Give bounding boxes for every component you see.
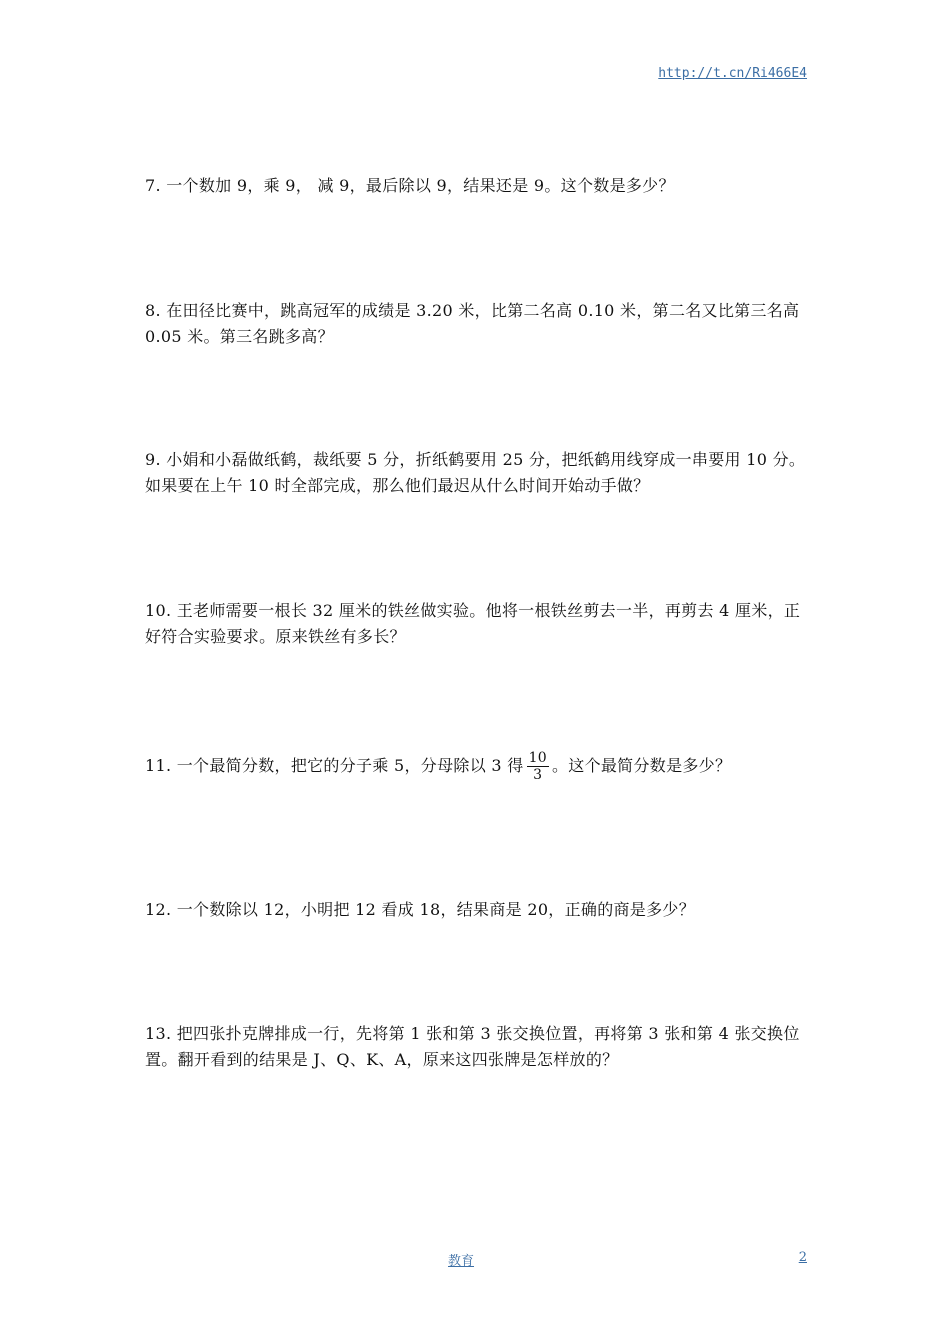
question-11-text-before: 11. 一个最简分数，把它的分子乘 5，分母除以 3 得 bbox=[145, 756, 524, 775]
question-12: 12. 一个数除以 12，小明把 12 看成 18，结果商是 20，正确的商是多少？ bbox=[145, 900, 695, 919]
question-13: 13. 把四张扑克牌排成一行，先将第 1 张和第 3 张交换位置，再将第 3 张和第 4 张交换位置。翻开看到的结果是 J、Q、K、A，原来这四张牌是怎样放的？ bbox=[145, 1024, 800, 1069]
page-number: 2 bbox=[798, 1250, 807, 1265]
question-10: 10. 王老师需要一根长 32 厘米的铁丝做实验。他将一根铁丝剪去一半，再剪去 4 厘米，正好符合实验要求。原来铁丝有多长？ bbox=[145, 601, 801, 646]
footer-link[interactable]: 教育 bbox=[448, 1254, 475, 1269]
question-11-text-after: 。这个最简分数是多少？ bbox=[551, 756, 732, 775]
fraction-numerator: 10 bbox=[528, 750, 547, 766]
header-link[interactable]: http://t.cn/Ri466E4 bbox=[658, 66, 807, 81]
fraction-denominator: 3 bbox=[533, 767, 543, 783]
fraction bbox=[527, 750, 549, 783]
question-11 bbox=[145, 750, 807, 783]
question-8: 8. 在田径比赛中，跳高冠军的成绩是 3.20 米，比第二名高 0.10 米，第二名又比第三名高 0.05 米。第三名跳多高？ bbox=[145, 301, 800, 346]
question-7: 7. 一个数加 9，乘 9， 减 9，最后除以 9，结果还是 9。这个数是多少？ bbox=[145, 176, 675, 195]
question-9: 9. 小娟和小磊做纸鹤，裁纸要 5 分，折纸鹤要用 25 分，把纸鹤用线穿成一串要用 10 分。如果要在上午 10 时全部完成，那么他们最迟从什么时间开始动手做？ bbox=[145, 450, 806, 495]
